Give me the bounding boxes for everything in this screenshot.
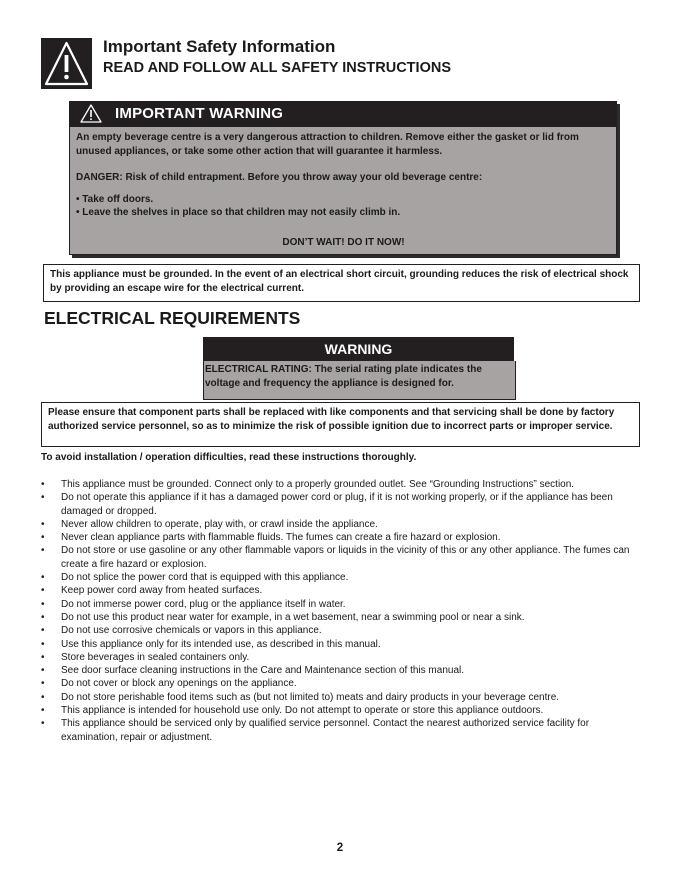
warning-bullet: • Take off doors. <box>76 194 154 205</box>
bullet-dot: • <box>41 492 45 504</box>
bullet-dot: • <box>41 572 45 584</box>
instruction-text: Store beverages in sealed containers only. <box>61 651 250 663</box>
bullet-dot: • <box>41 479 45 490</box>
important-warning-title: IMPORTANT WARNING <box>115 105 284 122</box>
bullet-dot: • <box>41 611 45 623</box>
instruction-text: This appliance must be grounded. Connect only to a properly grounded outlet. See “Grounding Instructions” section. <box>61 479 575 490</box>
instruction-item <box>41 717 641 744</box>
bullet-dot: • <box>41 705 45 717</box>
bullet-dot: • <box>41 651 45 663</box>
bullet-dot: • <box>41 691 45 703</box>
instruction-item <box>41 691 641 704</box>
danger-text: DANGER: Risk of child entrapment. Before you throw away your old beverage centre: <box>76 172 483 183</box>
instruction-text: Never allow children to operate, play with, or crawl inside the appliance. <box>61 518 378 530</box>
instruction-text: This appliance is intended for household use only. Do not attempt to operate or store this appliance outdoors. <box>61 705 544 717</box>
instruction-item <box>41 677 641 690</box>
instruction-item <box>41 624 641 637</box>
important-warning-body <box>69 127 617 255</box>
instruction-item <box>41 584 641 597</box>
instruction-text: This appliance should be serviced only by qualified service personnel. Contact the nearest authorized service facility for examination, repair or adjustment. <box>61 718 590 743</box>
bullet-dot: • <box>41 598 45 610</box>
instruction-item <box>41 651 641 664</box>
instruction-text: Do not immerse power cord, plug or the appliance itself in water. <box>61 598 346 610</box>
important-warning-header <box>69 101 617 127</box>
instruction-text: See door surface cleaning instructions in the Care and Maintenance section of this manual. <box>61 665 465 677</box>
section-title: ELECTRICAL REQUIREMENTS <box>44 308 301 328</box>
bullet-dot: • <box>41 718 45 730</box>
instruction-text: Never clean appliance parts with flammable fluids. The fumes can create a fire hazard or explosion. <box>61 532 501 544</box>
instruction-text: Do not store perishable food items such as (but not limited to) meats and dairy products in your beverage centre. <box>61 691 560 703</box>
instructions-intro: To avoid installation / operation difficulties, read these instructions thoroughly. <box>41 452 417 463</box>
instruction-item <box>41 531 641 544</box>
electrical-warning-header: WARNING <box>203 337 514 361</box>
instructions-list <box>41 478 641 744</box>
instruction-item <box>41 598 641 611</box>
instruction-text: Do not use corrosive chemicals or vapors in this appliance. <box>61 625 322 637</box>
instruction-text: Do not store or use gasoline or any other flammable vapors or liquids in the vicinity of this or any other appliance. The fumes can create a fire hazard or explosion. <box>61 545 630 570</box>
instruction-text: Do not use this product near water for example, in a wet basement, near a swimming pool or near a sink. <box>61 611 525 623</box>
bullet-dot: • <box>41 638 45 650</box>
bullet-dot: • <box>41 625 45 637</box>
page-title: Important Safety Information <box>103 37 336 56</box>
instruction-text: Use this appliance only for its intended use, as described in this manual. <box>61 638 381 650</box>
bullet-dot: • <box>41 585 45 597</box>
bullet-dot: • <box>41 678 45 690</box>
instruction-item <box>41 611 641 624</box>
instruction-item <box>41 478 641 491</box>
bullet-dot: • <box>41 665 45 677</box>
warning-bullet: • Leave the shelves in place so that children may not easily climb in. <box>76 207 401 218</box>
instruction-text: Do not cover or block any openings on the appliance. <box>61 678 297 690</box>
warning-paragraph: An empty beverage centre is a very dangerous attraction to children. Remove either the gasket or lid from unused appliances, or take some other action that will guarantee it harmless. <box>76 132 579 157</box>
grounding-notice: This appliance must be grounded. In the event of an electrical short circuit, grounding reduces the risk of electrical shock by providing an escape wire for the electrical current. <box>43 264 640 302</box>
page-subtitle: READ AND FOLLOW ALL SAFETY INSTRUCTIONS <box>103 60 451 76</box>
instruction-item <box>41 664 641 677</box>
warning-closing: DON’T WAIT! DO IT NOW! <box>282 237 405 248</box>
instruction-item <box>41 544 641 571</box>
instruction-item <box>41 491 641 518</box>
instruction-text: Keep power cord away from heated surfaces. <box>61 585 263 597</box>
instruction-item <box>41 638 641 651</box>
instruction-text: Do not operate this appliance if it has a damaged power cord or plug, if it is not working properly, or if the appliance has been damaged or dropped. <box>61 492 613 517</box>
page-number: 2 <box>336 842 344 854</box>
instruction-item <box>41 518 641 531</box>
warning-triangle-icon <box>80 104 102 123</box>
bullet-dot: • <box>41 545 45 557</box>
warning-triangle-icon <box>41 38 92 89</box>
instruction-text: Do not splice the power cord that is equipped with this appliance. <box>61 572 349 584</box>
instruction-item <box>41 704 641 717</box>
electrical-warning-text: ELECTRICAL RATING: The serial rating plate indicates the voltage and frequency the appliance is designed for. <box>203 361 516 400</box>
service-notice: Please ensure that component parts shall be replaced with like components and that servicing shall be done by factory authorized service personnel, so as to minimize the risk of possible ignition due to incorrect parts or improper service. <box>41 402 640 447</box>
instruction-item <box>41 571 641 584</box>
bullet-dot: • <box>41 532 45 544</box>
bullet-dot: • <box>41 518 45 530</box>
